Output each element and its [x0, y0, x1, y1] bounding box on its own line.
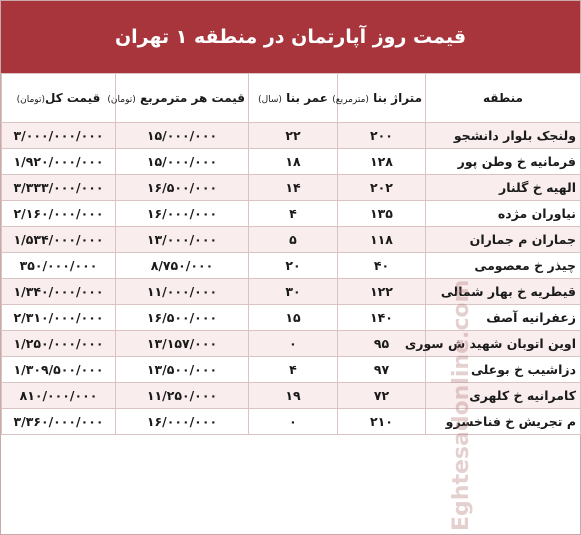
cell-area: ۷۲	[338, 383, 426, 409]
cell-price-per-meter: ۱۳/۵۰۰/۰۰۰	[116, 357, 249, 383]
cell-age: ۲۰	[249, 253, 338, 279]
cell-region: فرمانیه خ وطن پور	[426, 149, 581, 175]
cell-region: جماران م جماران	[426, 227, 581, 253]
cell-price-per-meter: ۸/۷۵۰/۰۰۰	[116, 253, 249, 279]
cell-total-price: ۳/۳۶۰/۰۰۰/۰۰۰	[2, 409, 116, 435]
cell-price-per-meter: ۱۶/۰۰۰/۰۰۰	[116, 201, 249, 227]
cell-region: دزاشیب خ بوعلی	[426, 357, 581, 383]
cell-price-per-meter: ۱۵/۰۰۰/۰۰۰	[116, 123, 249, 149]
cell-price-per-meter: ۱۵/۰۰۰/۰۰۰	[116, 149, 249, 175]
header-age: عمر بنا (سال)	[249, 74, 338, 123]
cell-area: ۴۰	[338, 253, 426, 279]
cell-area: ۹۷	[338, 357, 426, 383]
cell-area: ۱۲۲	[338, 279, 426, 305]
table-row	[2, 331, 581, 357]
table-row	[2, 123, 581, 149]
table-row	[2, 409, 581, 435]
cell-area: ۱۲۸	[338, 149, 426, 175]
cell-area: ۲۱۰	[338, 409, 426, 435]
cell-region: ولنجک بلوار دانشجو	[426, 123, 581, 149]
table-row	[2, 227, 581, 253]
cell-region: الهیه خ گلنار	[426, 175, 581, 201]
cell-price-per-meter: ۱۱/۰۰۰/۰۰۰	[116, 279, 249, 305]
price-table	[1, 73, 581, 435]
cell-age: ۱۵	[249, 305, 338, 331]
cell-age: ۲۲	[249, 123, 338, 149]
cell-region: اوین اتوبان شهید ش سوری	[426, 331, 581, 357]
table-row	[2, 253, 581, 279]
cell-area: ۱۱۸	[338, 227, 426, 253]
cell-age: ۱۴	[249, 175, 338, 201]
cell-area: ۲۰۰	[338, 123, 426, 149]
cell-region: م تجریش خ فناخسرو	[426, 409, 581, 435]
cell-age: ۰	[249, 409, 338, 435]
cell-age: ۳۰	[249, 279, 338, 305]
cell-price-per-meter: ۱۳/۰۰۰/۰۰۰	[116, 227, 249, 253]
cell-total-price: ۳/۰۰۰/۰۰۰/۰۰۰	[2, 123, 116, 149]
cell-area: ۲۰۲	[338, 175, 426, 201]
cell-price-per-meter: ۱۶/۵۰۰/۰۰۰	[116, 175, 249, 201]
cell-region: نیاوران مژده	[426, 201, 581, 227]
cell-region: کامرانیه خ کلهری	[426, 383, 581, 409]
table-row	[2, 175, 581, 201]
header-area: متراژ بنا (مترمربع)	[338, 74, 426, 123]
cell-total-price: ۳۵۰/۰۰۰/۰۰۰	[2, 253, 116, 279]
table-row	[2, 279, 581, 305]
cell-total-price: ۱/۹۲۰/۰۰۰/۰۰۰	[2, 149, 116, 175]
table-title: قیمت روز آپارتمان در منطقه ۱ تهران	[1, 1, 580, 73]
table-row	[2, 357, 581, 383]
header-region: منطقه	[426, 74, 581, 123]
cell-region: زعفرانیه آصف	[426, 305, 581, 331]
table-row	[2, 305, 581, 331]
cell-total-price: ۳/۳۳۳/۰۰۰/۰۰۰	[2, 175, 116, 201]
cell-total-price: ۱/۳۰۹/۵۰۰/۰۰۰	[2, 357, 116, 383]
cell-price-per-meter: ۱۱/۲۵۰/۰۰۰	[116, 383, 249, 409]
cell-price-per-meter: ۱۳/۱۵۷/۰۰۰	[116, 331, 249, 357]
watermark-text: Eghtesadonline.com	[449, 279, 474, 531]
cell-area: ۱۴۰	[338, 305, 426, 331]
cell-total-price: ۲/۳۱۰/۰۰۰/۰۰۰	[2, 305, 116, 331]
cell-total-price: ۲/۱۶۰/۰۰۰/۰۰۰	[2, 201, 116, 227]
table-row	[2, 149, 581, 175]
cell-area: ۱۳۵	[338, 201, 426, 227]
cell-area: ۹۵	[338, 331, 426, 357]
cell-region: قیطریه خ بهار شمالی	[426, 279, 581, 305]
cell-age: ۴	[249, 201, 338, 227]
cell-price-per-meter: ۱۶/۰۰۰/۰۰۰	[116, 409, 249, 435]
cell-total-price: ۱/۵۳۴/۰۰۰/۰۰۰	[2, 227, 116, 253]
table-row	[2, 383, 581, 409]
cell-age: ۱۸	[249, 149, 338, 175]
table-header-row	[2, 74, 581, 123]
header-total-price: قیمت کل(تومان)	[2, 74, 116, 123]
cell-total-price: ۸۱۰/۰۰۰/۰۰۰	[2, 383, 116, 409]
cell-total-price: ۱/۳۴۰/۰۰۰/۰۰۰	[2, 279, 116, 305]
header-price-per-meter: قیمت هر مترمربع (تومان)	[116, 74, 249, 123]
cell-total-price: ۱/۲۵۰/۰۰۰/۰۰۰	[2, 331, 116, 357]
cell-age: ۰	[249, 331, 338, 357]
cell-region: چیذر خ معصومی	[426, 253, 581, 279]
cell-age: ۴	[249, 357, 338, 383]
cell-age: ۵	[249, 227, 338, 253]
cell-price-per-meter: ۱۶/۵۰۰/۰۰۰	[116, 305, 249, 331]
cell-age: ۱۹	[249, 383, 338, 409]
table-row	[2, 201, 581, 227]
